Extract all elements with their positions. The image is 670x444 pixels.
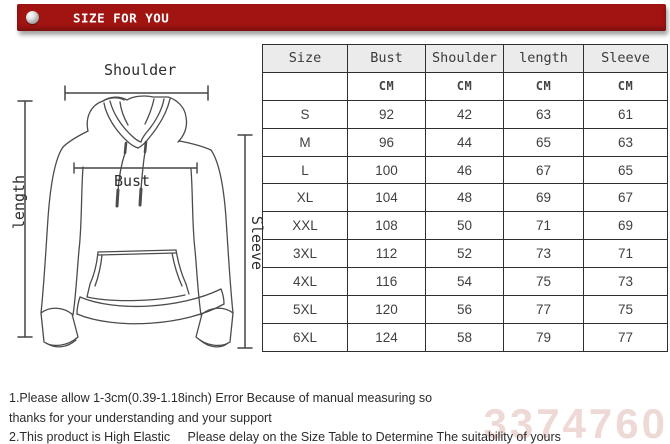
bust-cell: 120 [348,296,426,324]
size-cell: 5XL [263,296,348,324]
length-cell: 71 [504,212,584,240]
length-cell: 65 [504,128,584,156]
length-cell: 75 [504,268,584,296]
hoodie-outline [41,96,233,347]
sleeve-cell: 69 [584,212,668,240]
sleeve-cell: 65 [584,156,668,184]
shoulder-cell: 56 [426,296,504,324]
table-header-row [263,45,668,73]
bust-cell: 104 [348,184,426,212]
shoulder-cell: 42 [426,100,504,128]
size-cell: L [263,156,348,184]
hoodie-drawing [0,0,270,400]
size-cell: S [263,100,348,128]
shoulder-cell: 44 [426,128,504,156]
table-row [263,240,668,268]
shoulder-cell: 52 [426,240,504,268]
length-cell: 73 [504,240,584,268]
bust-cell: 96 [348,128,426,156]
table-row [263,184,668,212]
shoulder-cell: 54 [426,268,504,296]
length-label: length [10,174,28,230]
sleeve-cell: 61 [584,100,668,128]
units-row [263,72,668,100]
size-cell: 4XL [263,268,348,296]
shoulder-label: Shoulder [104,61,177,79]
shoulder-cell: 46 [426,156,504,184]
sleeve-cell: 73 [584,268,668,296]
notes [9,389,561,444]
note-line-1: 1.Please allow 1-3cm(0.39-1.18inch) Error Because of manual measuring so [9,391,433,405]
sleeve-label: Sleeve [248,215,266,271]
table-row [263,296,668,324]
table-row [263,212,668,240]
size-cell: 6XL [263,323,348,351]
sleeve-cell: 75 [584,296,668,324]
banner-title: SIZE FOR YOU [73,10,170,25]
length-cell: 79 [504,323,584,351]
length-cell: 77 [504,296,584,324]
bust-cell: 100 [348,156,426,184]
note-line-2: thanks for your understanding and your support [9,410,272,425]
sleeve-cell: 63 [584,128,668,156]
shoulder-cell: 50 [426,212,504,240]
bust-cell: 116 [348,268,426,296]
size-cell: XXL [263,212,348,240]
shoulder-cell: 48 [426,184,504,212]
column-header-bust: Bust [348,45,426,73]
shoulder-cell: 58 [426,323,504,351]
bust-cell: 108 [348,212,426,240]
units-cell: CM [426,72,504,100]
column-header-length: length [504,45,584,73]
note-line-3: 2.This product is High Elastic Please delay on the Size Table to Determine The suitability of yours [9,430,561,444]
table-row [263,156,668,184]
watermark-digits: 3374760 [483,400,668,444]
table-row [263,100,668,128]
bust-cell: 124 [348,323,426,351]
table-row [263,323,668,351]
table-row [263,268,668,296]
units-cell: CM [504,72,584,100]
length-cell: 63 [504,100,584,128]
column-header-sleeve: Sleeve [584,45,668,73]
units-cell [263,72,348,100]
sleeve-cell: 71 [584,240,668,268]
bust-cell: 92 [348,100,426,128]
column-header-shoulder: Shoulder [426,45,504,73]
units-cell: CM [584,72,668,100]
length-cell: 67 [504,156,584,184]
table-row [263,128,668,156]
bust-cell: 112 [348,240,426,268]
sleeve-cell: 67 [584,184,668,212]
size-cell: 3XL [263,240,348,268]
size-cell: M [263,128,348,156]
bust-label: Bust [113,172,151,190]
size-table [262,44,668,352]
sleeve-cell: 77 [584,323,668,351]
size-cell: XL [263,184,348,212]
column-header-size: Size [263,45,348,73]
length-cell: 69 [504,184,584,212]
units-cell: CM [348,72,426,100]
shoulder-measure-line [65,86,208,100]
